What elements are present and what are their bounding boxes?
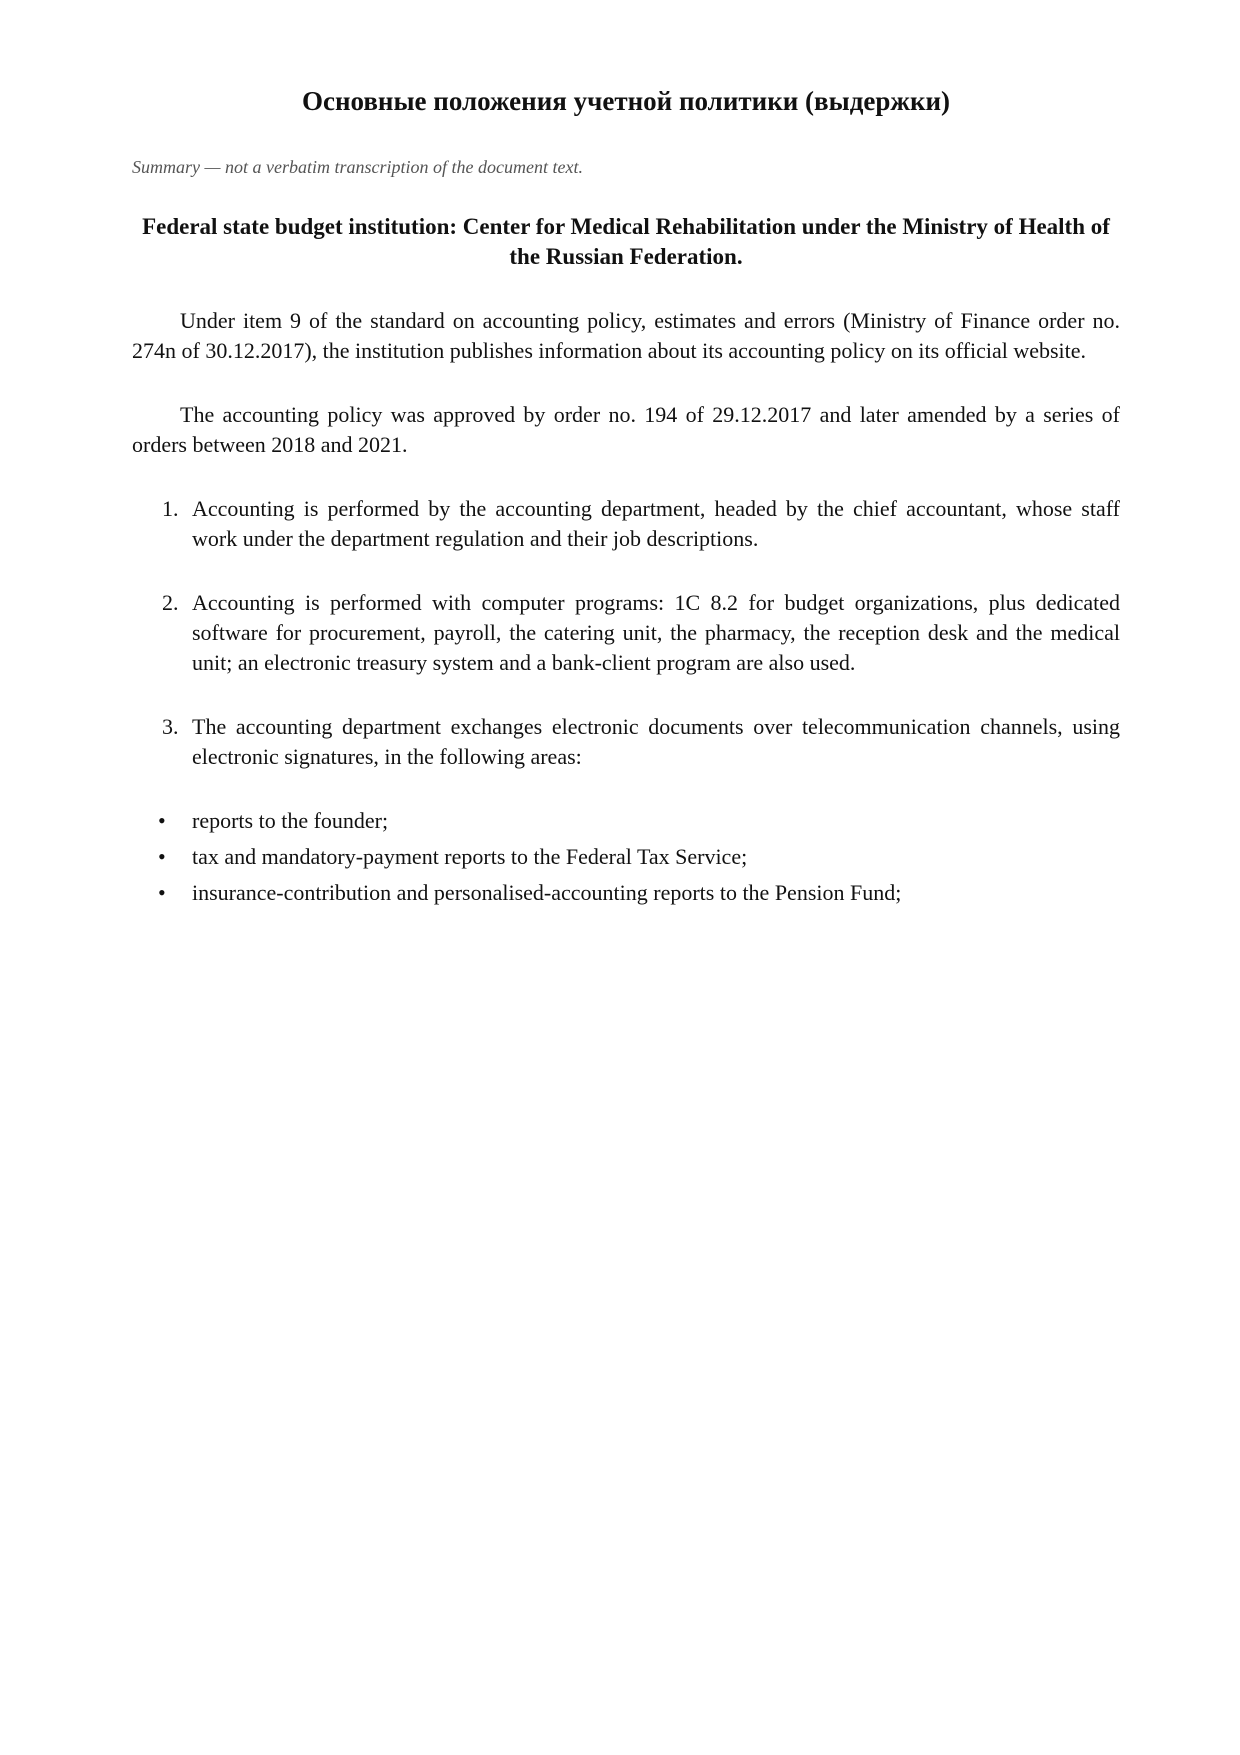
bullet-icon: • <box>158 808 166 833</box>
summary-notice: Summary — not a verbatim transcription of the document text. <box>132 157 583 177</box>
item-number: 1. <box>162 496 179 521</box>
document-title: Основные положения учетной политики (выдержки) <box>301 86 951 116</box>
list-item <box>132 588 1120 678</box>
item-number: 2. <box>162 590 179 615</box>
list-item <box>132 494 1120 554</box>
document-subtitle: Federal state budget institution: Center for Medical Rehabilitation under the Ministry of Health of the Russian Federation. <box>142 214 1110 269</box>
bullet-item <box>132 842 1120 872</box>
intro-paragraph: Under item 9 of the standard on accounting policy, estimates and errors (Ministry of Finance order no. 274n of 30.12.2017), the institution publishes information about its accounting policy on its official website. <box>132 308 1120 363</box>
bullet-text: tax and mandatory-payment reports to the Federal Tax Service; <box>192 844 748 869</box>
bullet-text: reports to the founder; <box>192 808 389 833</box>
policy-paragraph: The accounting policy was approved by order no. 194 of 29.12.2017 and later amended by a series of orders between 2018 and 2021. <box>132 402 1120 457</box>
bullet-item <box>132 806 1120 836</box>
item-number: 3. <box>162 714 179 739</box>
bullet-icon: • <box>158 844 166 869</box>
item-text: Accounting is performed by the accounting department, headed by the chief accountant, whose staff work under the department regulation and their job descriptions. <box>192 496 1120 551</box>
bullet-text: insurance-contribution and personalised-accounting reports to the Pension Fund; <box>192 880 902 905</box>
item-text: The accounting department exchanges electronic documents over telecommunication channels, using electronic signatures, in the following areas: <box>192 714 1120 769</box>
item-text: Accounting is performed with computer programs: 1C 8.2 for budget organizations, plus dedicated software for procurement, payroll, the catering unit, the pharmacy, the reception desk and the medical unit; an electronic treasury system and a bank-client program are also used. <box>192 590 1120 675</box>
bullet-item <box>132 878 1120 908</box>
list-item <box>132 712 1120 772</box>
bullet-icon: • <box>158 880 166 905</box>
